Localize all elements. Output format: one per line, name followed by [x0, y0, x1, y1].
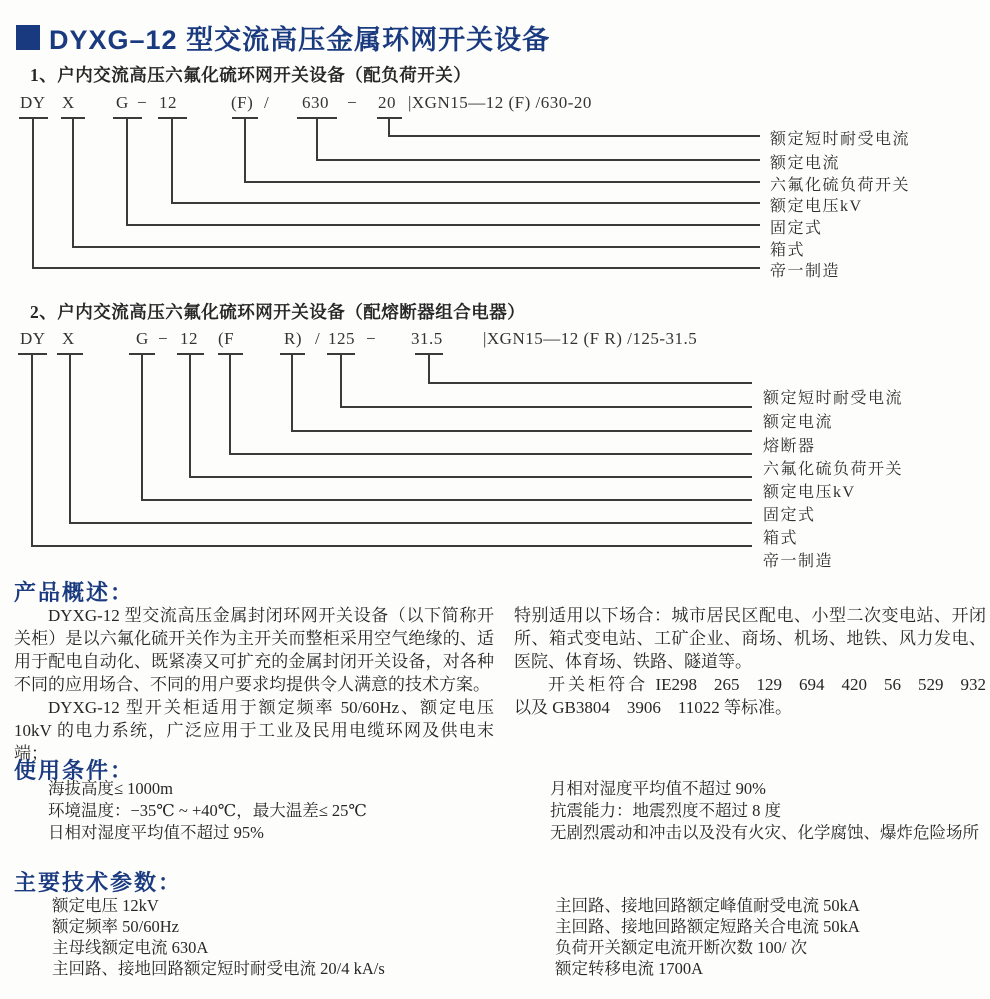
code-token: 630 — [302, 93, 329, 112]
branch-horizontal-line — [230, 453, 752, 455]
code-token: R) — [284, 329, 302, 348]
text-line: 月相对湿度平均值不超过 90% — [550, 779, 766, 798]
page-title: DYXG–12 型交流高压金属环网开关设备 — [49, 25, 551, 55]
conditions-right-column — [550, 778, 979, 844]
code-token: X — [62, 329, 75, 348]
branch-label: 固定式 — [770, 220, 823, 237]
text-line: 额定电压 12kV — [52, 896, 159, 915]
page-header — [16, 18, 550, 57]
tick-mark — [129, 353, 155, 355]
tick-mark — [61, 117, 85, 119]
branch-vertical-line — [340, 353, 342, 408]
tick-mark — [297, 117, 337, 119]
branch-horizontal-line — [32, 545, 752, 547]
code-token: 12 — [159, 93, 177, 112]
code-token: (F — [218, 329, 235, 348]
branch-horizontal-line — [70, 522, 752, 524]
branch-horizontal-line — [389, 135, 760, 137]
branch-label: 六氟化硫负荷开关 — [763, 461, 904, 478]
branch-label: 帝一制造 — [770, 263, 841, 280]
code-token: 125 — [328, 329, 355, 348]
branch-label: 帝一制造 — [763, 553, 834, 570]
code-token: − — [347, 93, 358, 112]
code-token: |XGN15—12 (F R) /125-31.5 — [483, 329, 698, 348]
paragraph: 开关柜符合 IE298 265 129 694 420 56 529 932 以及 GB3804 3906 11022 等标准。 — [514, 675, 986, 717]
text-line: 主母线额定电流 630A — [52, 938, 209, 957]
branch-label: 固定式 — [763, 507, 816, 524]
tick-mark — [57, 353, 83, 355]
branch-vertical-line — [69, 353, 71, 524]
code-token: DY — [20, 329, 46, 348]
branch-vertical-line — [32, 117, 34, 269]
text-line: 无剧烈震动和冲击以及没有火灾、化学腐蚀、爆炸危险场所 — [550, 823, 979, 842]
code-token: / — [315, 329, 321, 348]
branch-horizontal-line — [429, 382, 752, 384]
parameters-heading: 主要技术参数： — [14, 870, 183, 895]
branch-vertical-line — [72, 117, 74, 248]
tick-mark — [113, 117, 142, 119]
conditions-heading: 使用条件： — [14, 758, 135, 783]
tick-mark — [18, 353, 47, 355]
branch-vertical-line — [126, 117, 128, 226]
branch-horizontal-line — [127, 224, 760, 226]
paragraph: DYXG-12 型交流高压金属封闭环网开关设备（以下简称开关柜）是以六氟化硫开关作为主开关而整柜采用空气绝缘的、适用于配电自动化、既紧凑又可扩充的金属封闭开关设备，对各种不同的应用场合、不同的用户要求均提供令人满意的技术方案。 — [14, 606, 494, 694]
branch-vertical-line — [291, 353, 293, 432]
text-line: 负荷开关额定电流开断次数 100/ 次 — [555, 938, 808, 957]
text-line: 环境温度：−35℃ ~ +40℃，最大温差≤ 25℃ — [48, 801, 367, 820]
branch-horizontal-line — [190, 476, 752, 478]
branch-label: 六氟化硫负荷开关 — [770, 177, 911, 194]
tick-mark — [415, 353, 443, 355]
parameters-left-column — [52, 895, 385, 979]
code-token: DY — [20, 93, 46, 112]
branch-vertical-line — [171, 117, 173, 204]
overview-right-column — [514, 604, 986, 719]
text-line: 额定转移电流 1700A — [555, 959, 704, 978]
branch-horizontal-line — [317, 159, 760, 161]
tick-mark — [218, 353, 243, 355]
code-token: 20 — [378, 93, 396, 112]
tick-mark — [19, 117, 48, 119]
branch-label: 额定电流 — [770, 155, 841, 172]
branch-label: 熔断器 — [763, 438, 816, 455]
tick-mark — [280, 353, 305, 355]
branch-horizontal-line — [341, 406, 752, 408]
branch-vertical-line — [388, 117, 390, 137]
branch-label: 额定短时耐受电流 — [770, 131, 911, 148]
branch-vertical-line — [316, 117, 318, 161]
tick-mark — [232, 117, 258, 119]
text-line: 主回路、接地回路额定短路关合电流 50kA — [555, 917, 860, 936]
branch-horizontal-line — [33, 267, 760, 269]
paragraph: DYXG-12 型开关柜适用于额定频率 50/60Hz、额定电压 10kV 的电力系统，广泛应用于工业及民用电缆环网及供电末端； — [14, 698, 494, 763]
text-line: 海拔高度≤ 1000m — [48, 779, 174, 798]
overview-heading: 产品概述： — [14, 580, 135, 605]
code-token: − — [366, 329, 377, 348]
branch-horizontal-line — [73, 246, 760, 248]
code-token: − — [158, 329, 169, 348]
parameters-right-column — [555, 895, 860, 979]
paragraph: 特别适用以下场合：城市居民区配电、小型二次变电站、开闭所、箱式变电站、工矿企业、商场、机场、地铁、风力发电、医院、体育场、铁路、隧道等。 — [514, 606, 986, 671]
branch-label: 箱式 — [763, 530, 799, 547]
text-line: 抗震能力：地震烈度不超过 8 度 — [550, 801, 781, 820]
code-token: (F) — [231, 93, 254, 112]
code-token: G — [136, 329, 149, 348]
code-token: 31.5 — [411, 329, 443, 348]
branch-vertical-line — [428, 353, 430, 384]
tick-mark — [327, 353, 355, 355]
branch-vertical-line — [229, 353, 231, 455]
branch-horizontal-line — [292, 430, 752, 432]
text-line: 额定频率 50/60Hz — [52, 917, 179, 936]
section-2-heading: 2、户内交流高压六氟化硫环网开关设备（配熔断器组合电器） — [30, 302, 526, 322]
code-token: X — [62, 93, 75, 112]
code-token: / — [264, 93, 270, 112]
branch-vertical-line — [189, 353, 191, 478]
branch-label: 箱式 — [770, 242, 806, 259]
branch-vertical-line — [244, 117, 246, 183]
text-line: 日相对湿度平均值不超过 95% — [48, 823, 264, 842]
branch-vertical-line — [141, 353, 143, 501]
branch-horizontal-line — [172, 202, 760, 204]
text-line: 主回路、接地回路额定短时耐受电流 20/4 kA/s — [52, 959, 385, 978]
code-token: G — [116, 93, 129, 112]
tick-mark — [158, 117, 187, 119]
branch-label: 额定电流 — [763, 414, 834, 431]
text-line: 主回路、接地回路额定峰值耐受电流 50kA — [555, 896, 860, 915]
section-1-heading: 1、户内交流高压六氟化硫环网开关设备（配负荷开关） — [30, 65, 472, 85]
code-token: − — [137, 93, 148, 112]
branch-horizontal-line — [245, 181, 760, 183]
tick-mark — [177, 353, 204, 355]
tick-mark — [377, 117, 402, 119]
branch-label: 额定电压kV — [763, 484, 856, 501]
conditions-left-column — [48, 778, 367, 844]
branch-label: 额定电压kV — [770, 198, 863, 215]
code-token: 12 — [180, 329, 198, 348]
branch-label: 额定短时耐受电流 — [763, 390, 904, 407]
branch-vertical-line — [31, 353, 33, 547]
branch-horizontal-line — [142, 499, 752, 501]
code-token: |XGN15—12 (F) /630-20 — [408, 93, 592, 112]
overview-left-column — [14, 604, 494, 765]
title-bullet-square-icon — [16, 25, 40, 50]
